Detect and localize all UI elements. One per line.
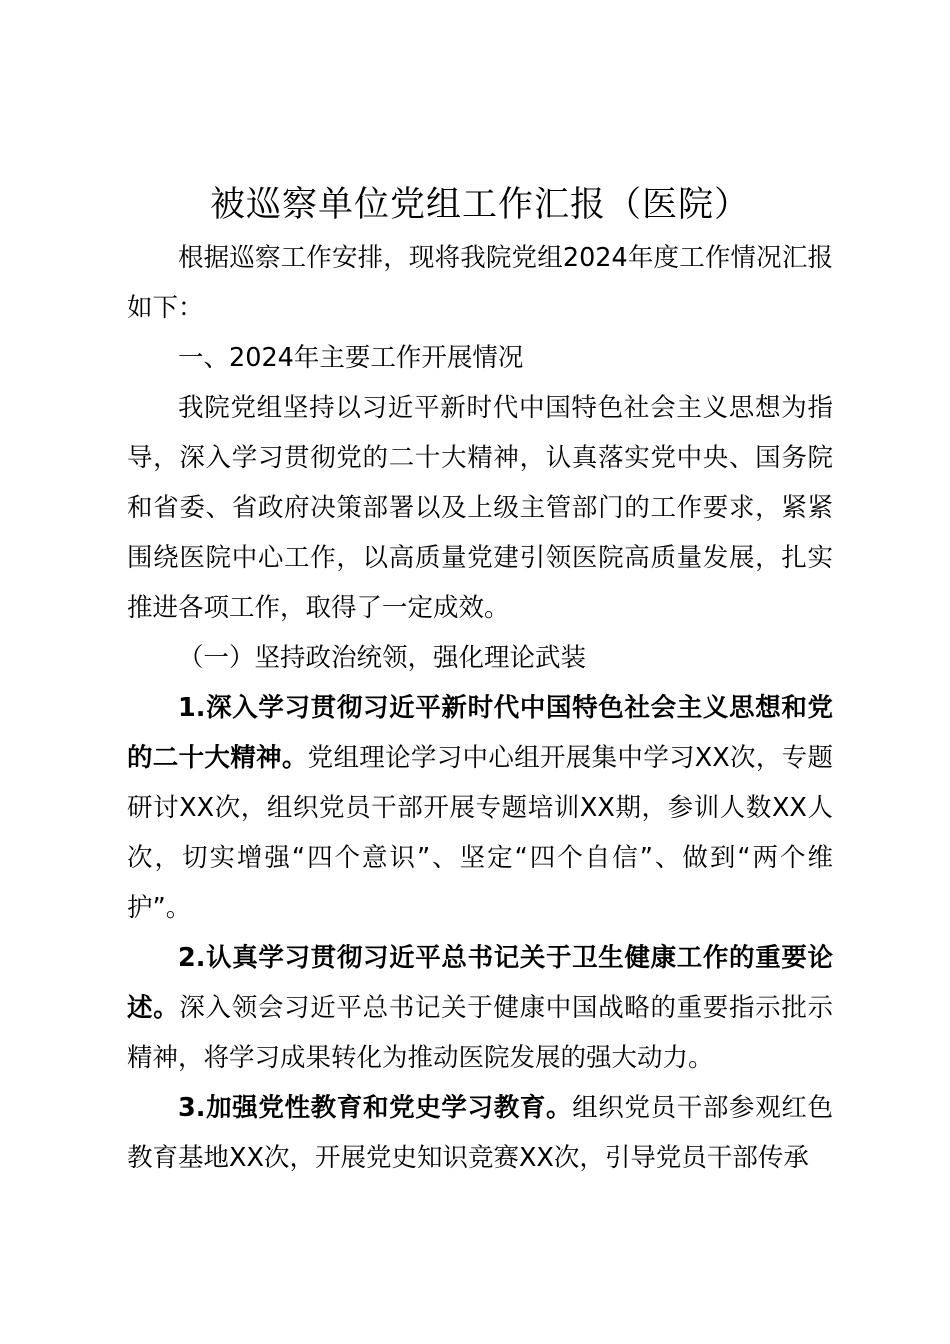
section-body-paragraph: 我院党组坚持以习近平新时代中国特色社会主义思想为指导，深入学习贯彻党的二十大精神，认真落实党中央、国务院和省委、省政府决策部署以及上级主管部门的工作要求，紧紧围绕医院中心工作，以高质量党建引领医院高质量发展，扎实推进各项工作，取得了一定成效。 [127, 393, 833, 623]
item-paragraph-2 [127, 933, 833, 1083]
intro-paragraph: 根据巡察工作安排，现将我院党组2024年度工作情况汇报如下： [127, 243, 833, 323]
item-lead-1: 1.深入学习贯彻习近平新时代中国特色社会主义思想和党的二十大精神。 [127, 693, 833, 773]
item-paragraph-1 [127, 683, 833, 933]
item-paragraph-3 [127, 1083, 833, 1183]
section-heading: 一、2024年主要工作开展情况 [178, 343, 524, 373]
item-lead-2: 2.认真学习贯彻习近平总书记关于卫生健康工作的重要论述。 [127, 943, 833, 1023]
document-body [127, 183, 833, 1183]
item-body-1: 党组理论学习中心组开展集中学习XX次，专题研讨XX次，组织党员干部开展专题培训XX期，参训人数XX人次，切实增强“四个意识”、坚定“四个自信”、做到“两个维护”。 [127, 743, 833, 923]
subsection-heading: （一）坚持政治统领，强化理论武装 [178, 643, 587, 673]
item-body-3: 组织党员干部参观红色教育基地XX次，开展党史知识竞赛XX次，引导党员干部传承 [127, 1093, 833, 1173]
item-body-2: 深入领会习近平总书记关于健康中国战略的重要指示批示精神，将学习成果转化为推动医院发展的强大动力。 [127, 993, 833, 1073]
document-title: 被巡察单位党组工作汇报（医院） [209, 185, 750, 225]
item-lead-3: 3.加强党性教育和党史学习教育。 [178, 1093, 573, 1123]
